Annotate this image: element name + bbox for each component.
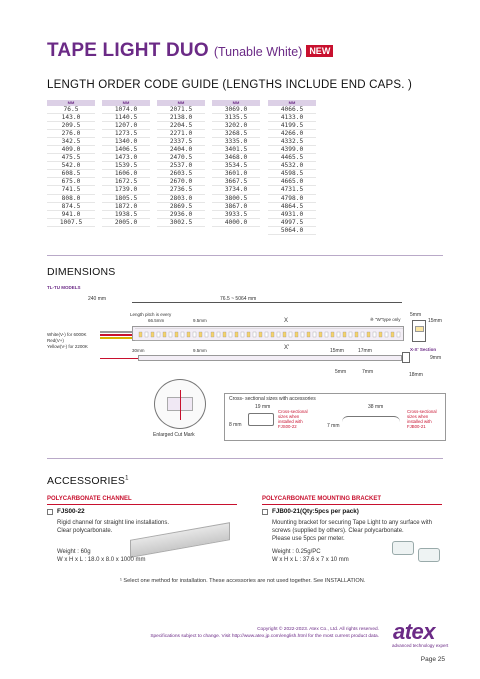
led-chip [187, 332, 190, 337]
atex-logo: atex [393, 619, 436, 644]
bracket-weight: Weight : 0.25g/PC [272, 549, 321, 555]
tape-strip-side [138, 355, 402, 361]
led-chip [199, 332, 202, 337]
length-cell: 2736.5 [157, 186, 205, 194]
bracket-desc-3: Please use 5pcs per meter. [272, 536, 345, 542]
page-title [47, 40, 333, 62]
bracket-image-1 [392, 541, 414, 555]
led-chip [157, 332, 160, 337]
led-chip [223, 332, 226, 337]
divider-2 [47, 458, 443, 459]
length-cell: 3534.5 [212, 162, 260, 170]
cross-a-width: 19 mm [255, 404, 271, 410]
length-cell: 1074.0 [102, 106, 150, 114]
channel-desc-1: Rigid channel for straight line installations. [57, 520, 170, 526]
dim-18: 18mm [409, 372, 423, 378]
led-chip [355, 332, 358, 337]
accessories-title [47, 475, 129, 487]
length-column [268, 100, 316, 235]
length-cell: 1406.5 [102, 146, 150, 154]
led-chip [169, 332, 172, 337]
length-dimension-line [132, 302, 402, 303]
end-cap [402, 352, 410, 363]
pitch-value: 66.5mm [148, 318, 165, 323]
length-cell: 3734.0 [212, 186, 260, 194]
led-chip [265, 332, 268, 337]
length-cell: 409.0 [47, 146, 95, 154]
length-cell: 143.0 [47, 114, 95, 122]
x-mark: X [284, 318, 289, 324]
bracket-checkbox[interactable] [262, 509, 268, 515]
led-chip [163, 332, 166, 337]
w-type-note: ※ "W"type only [370, 317, 401, 322]
bracket-profile [342, 416, 400, 425]
cross-b-height: 7 mm [327, 423, 340, 429]
led-chip [325, 332, 328, 337]
length-cell: 1672.5 [102, 178, 150, 186]
cross-a-height: 8 mm [229, 422, 242, 428]
led-chip [337, 332, 340, 337]
new-badge: NEW [306, 45, 333, 57]
bracket-heading: POLYCARBONATE MOUNTING BRACKET [262, 496, 382, 502]
dim-15mm: 15mm [428, 318, 442, 324]
led-chip [259, 332, 262, 337]
channel-size: W x H x L : 18.0 x 8.0 x 1000 mm [57, 557, 146, 563]
length-cell: 4000.0 [212, 219, 260, 227]
length-cell: 2204.5 [157, 122, 205, 130]
led-chip [139, 332, 142, 337]
length-cell: 276.0 [47, 130, 95, 138]
length-cell: 3867.0 [212, 203, 260, 211]
length-cell: 4731.5 [268, 186, 316, 194]
length-cell: 3933.5 [212, 211, 260, 219]
length-cell: 5064.0 [268, 227, 316, 235]
length-cell: 2670.0 [157, 178, 205, 186]
guide-title: LENGTH ORDER CODE GUIDE (LENGTHS INCLUDE END CAPS. ) [47, 79, 413, 91]
copyright: Copyright © 2022-2023. Atex Co., Ltd. All rights reserved. [257, 627, 379, 632]
length-cell: 4199.5 [268, 122, 316, 130]
led-chip [331, 332, 334, 337]
length-cell: 2271.0 [157, 130, 205, 138]
length-cell: 4332.5 [268, 138, 316, 146]
red-wire [100, 334, 135, 336]
length-cell: 1140.5 [102, 114, 150, 122]
dimensions-title: DIMENSIONS [47, 266, 116, 278]
accessories-footnote-mark: 1 [125, 475, 129, 482]
notice: Specifications subject to change. Visit http://www.atex.jp.com/english.html for the most current product data. [150, 634, 379, 639]
led-chip [283, 332, 286, 337]
product-title: TAPE LIGHT DUO [47, 40, 209, 61]
dim-5b: 5mm [335, 369, 347, 375]
length-cell: 3401.5 [212, 146, 260, 154]
model-label: TL-TU MODELS [47, 285, 81, 290]
led-chip [307, 332, 310, 337]
led-chip [367, 332, 370, 337]
dim-9mm: 9mm [430, 355, 442, 361]
length-cell: 4266.0 [268, 130, 316, 138]
length-cell: 4133.0 [268, 114, 316, 122]
accessories-title-text: ACCESSORIES [47, 475, 126, 487]
length-cell: 3268.5 [212, 130, 260, 138]
length-cell: 874.5 [47, 203, 95, 211]
length-cell: 4598.5 [268, 170, 316, 178]
channel-image [130, 522, 230, 558]
led-chip [247, 332, 250, 337]
led-chip [397, 332, 400, 337]
cross-b-note: Cross-sectional sizes when installed with FJB00-21 [407, 409, 437, 429]
length-cell: 2071.5 [157, 106, 205, 114]
column-header: MM [102, 100, 150, 106]
cross-title: Cross- sectional sizes with accessories [229, 396, 316, 402]
length-cell: 4864.5 [268, 203, 316, 211]
channel-rule [47, 504, 237, 505]
length-column [47, 100, 95, 227]
length-cell: 2803.0 [157, 195, 205, 203]
led-chip [343, 332, 346, 337]
led-chip [295, 332, 298, 337]
dim-15b: 15mm [330, 348, 344, 354]
length-column [157, 100, 205, 227]
led-pattern [133, 327, 405, 342]
section-label: X-X' Section [410, 347, 437, 352]
length-cell: 1539.5 [102, 162, 150, 170]
length-cell: 3202.0 [212, 122, 260, 130]
channel-checkbox[interactable] [47, 509, 53, 515]
length-cell: 808.0 [47, 195, 95, 203]
column-header: MM [268, 100, 316, 106]
led-chip [205, 332, 208, 337]
pitch-note: Length pitch is every [130, 312, 172, 317]
led-chip [385, 332, 388, 337]
page-number: Page 25 [420, 656, 445, 663]
length-cell: 2603.5 [157, 170, 205, 178]
column-header: MM [47, 100, 95, 106]
led-chip [379, 332, 382, 337]
cross-a-note: Cross-sectional sizes when installed with FJS00-22 [278, 409, 308, 429]
length-cell: 4931.0 [268, 211, 316, 219]
length-cell: 741.5 [47, 186, 95, 194]
led-chip [391, 332, 394, 337]
x-mark-2: X' [284, 345, 290, 351]
logo-tagline: advanced technology expert [392, 643, 449, 648]
dim-9-5: 9.5mm [193, 348, 207, 353]
led-chip [193, 332, 196, 337]
wire-yellow-label: Yellow(V-) for 2200K [47, 344, 88, 349]
dim-7: 7mm [362, 369, 374, 375]
dim-30mm: 30mm [132, 348, 145, 353]
yellow-wire [100, 337, 135, 339]
length-cell: 2470.5 [157, 154, 205, 162]
length-cell: 3002.5 [157, 219, 205, 227]
column-header: MM [212, 100, 260, 106]
length-cell: 4798.0 [268, 195, 316, 203]
led-chip [229, 332, 232, 337]
length-cell: 3468.0 [212, 154, 260, 162]
length-cell: 1007.5 [47, 219, 95, 227]
length-cell: 3135.5 [212, 114, 260, 122]
channel-heading: POLYCARBONATE CHANNEL [47, 496, 132, 502]
length-cell: 1207.0 [102, 122, 150, 130]
led-chip [319, 332, 322, 337]
led-chip [181, 332, 184, 337]
length-cell: 1340.0 [102, 138, 150, 146]
bracket-image-2 [418, 548, 440, 562]
length-cell: 1805.5 [102, 195, 150, 203]
length-cell: 4665.0 [268, 178, 316, 186]
length-cell: 1938.5 [102, 211, 150, 219]
side-wire [100, 358, 140, 359]
length-cell: 3601.0 [212, 170, 260, 178]
length-cell: 2404.0 [157, 146, 205, 154]
length-cell: 2337.5 [157, 138, 205, 146]
bracket-rule [262, 504, 442, 505]
length-cell: 3800.5 [212, 195, 260, 203]
length-cell: 76.5 [47, 106, 95, 114]
channel-desc-2: Clear polycarbonate. [57, 528, 113, 534]
length-cell: 3667.5 [212, 178, 260, 186]
section-view [412, 320, 426, 342]
cross-b-width: 38 mm [368, 404, 384, 410]
length-cell: 941.0 [47, 211, 95, 219]
bracket-size: W x H x L : 37.6 x 7 x 10 mm [272, 557, 349, 563]
led-chip [175, 332, 178, 337]
led-chip [211, 332, 214, 337]
length-cell: 2138.0 [157, 114, 205, 122]
dim-5mm: 5mm [410, 312, 422, 318]
length-cell: 542.0 [47, 162, 95, 170]
led-chip [277, 332, 280, 337]
length-cell: 209.5 [47, 122, 95, 130]
wire-white-label: White(V-) for 6000K [47, 332, 87, 337]
led-chip [361, 332, 364, 337]
led-chip [145, 332, 148, 337]
led-chip [235, 332, 238, 337]
led-chip [301, 332, 304, 337]
column-header: MM [157, 100, 205, 106]
led-chip [271, 332, 274, 337]
cut-mark-zoom [154, 379, 206, 429]
wire-length: 240 mm [88, 296, 107, 302]
led-chip [373, 332, 376, 337]
length-cell: 3069.0 [212, 106, 260, 114]
length-cell: 1872.0 [102, 203, 150, 211]
length-cell: 2869.5 [157, 203, 205, 211]
length-cell: 2936.0 [157, 211, 205, 219]
length-cell: 4532.0 [268, 162, 316, 170]
length-cell: 3335.0 [212, 138, 260, 146]
length-column [102, 100, 150, 227]
led-chip [151, 332, 154, 337]
wire-red-label: Red(V+) [47, 338, 64, 343]
product-subtitle: (Tunable White) [213, 45, 303, 59]
length-cell: 4399.0 [268, 146, 316, 154]
channel-code: FJS00-22 [57, 508, 85, 515]
length-cell: 4066.5 [268, 106, 316, 114]
length-cell: 342.5 [47, 138, 95, 146]
length-cell: 1273.5 [102, 130, 150, 138]
dim-17: 17mm [358, 348, 372, 354]
channel-weight: Weight : 60g [57, 549, 91, 555]
led-chip [217, 332, 220, 337]
length-cell: 1739.0 [102, 186, 150, 194]
length-cell: 1606.0 [102, 170, 150, 178]
led-chip [241, 332, 244, 337]
length-column [212, 100, 260, 227]
led-chip [349, 332, 352, 337]
led-chip [313, 332, 316, 337]
cut-mark-label: Enlarged Cut Mark [153, 432, 195, 438]
bracket-desc-2: screws (supplied by others). Clear polycarbonate. [272, 528, 404, 534]
length-cell: 4997.5 [268, 219, 316, 227]
length-cell: 2537.0 [157, 162, 205, 170]
length-cell: 1473.0 [102, 154, 150, 162]
accessories-footnote: ¹ Select one method for installation. These accessories are not used together. See INSTALLATION. [120, 578, 366, 584]
seg-a-dimension: 9.5mm [193, 318, 207, 323]
bracket-desc-1: Mounting bracket for securing Tape Light to any surface with [272, 520, 432, 526]
divider [47, 255, 443, 256]
white-wire [100, 331, 135, 333]
total-length: 76.5 ~ 5064 mm [220, 296, 257, 302]
bracket-code: FJB00-21(Qty:5pcs per pack) [272, 508, 359, 515]
length-cell: 608.5 [47, 170, 95, 178]
led-chip [289, 332, 292, 337]
length-cell: 675.0 [47, 178, 95, 186]
channel-profile [248, 413, 274, 426]
length-cell: 4465.5 [268, 154, 316, 162]
length-cell: 2005.0 [102, 219, 150, 227]
led-chip [253, 332, 256, 337]
tape-strip-top [132, 326, 404, 341]
length-cell: 475.5 [47, 154, 95, 162]
